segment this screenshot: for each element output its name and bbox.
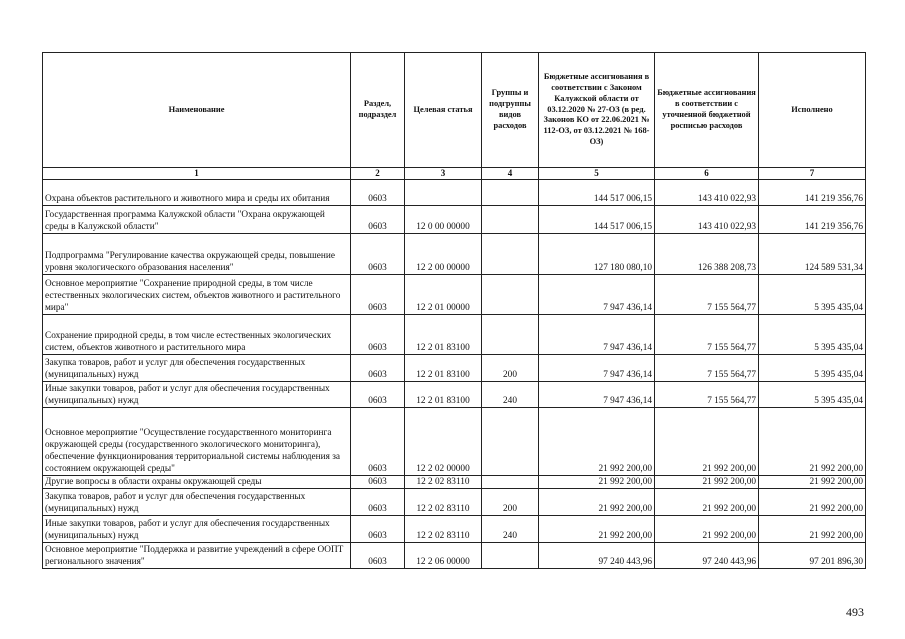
row-refined-amount: 21 992 200,00 <box>655 516 759 543</box>
row-law-amount: 21 992 200,00 <box>539 476 655 489</box>
table-row <box>43 275 866 315</box>
table-row <box>43 234 866 275</box>
column-number: 7 <box>759 168 866 180</box>
header-law-allocations: Бюджетные ассигнования в соответствии с Законом Калужской области от 03.12.2020 № 27-ОЗ (в ред. Законов КО от 22.06.2021 № 112-ОЗ, от 03.12.2021 № 168-ОЗ) <box>539 53 655 168</box>
row-expense-group <box>482 234 539 275</box>
row-law-amount: 144 517 006,15 <box>539 206 655 234</box>
row-expense-group <box>482 206 539 234</box>
row-refined-amount: 7 155 564,77 <box>655 315 759 355</box>
header-target-article: Целевая статья <box>405 53 482 168</box>
row-refined-amount: 7 155 564,77 <box>655 355 759 382</box>
row-section: 0603 <box>351 543 405 569</box>
row-executed-amount: 21 992 200,00 <box>759 408 866 476</box>
row-refined-amount: 21 992 200,00 <box>655 408 759 476</box>
row-law-amount: 21 992 200,00 <box>539 516 655 543</box>
table-row <box>43 543 866 569</box>
row-name: Основное мероприятие "Осуществление государственного мониторинга окружающей среды (государственного экологического мониторинга), обеспечение функционирования территориальной системы наблюдения за состоянием окружающей среды" <box>43 408 351 476</box>
table-row <box>43 382 866 408</box>
header-expense-groups: Группы и подгруппы видов расходов <box>482 53 539 168</box>
row-executed-amount: 5 395 435,04 <box>759 355 866 382</box>
row-name: Другие вопросы в области охраны окружающей среды <box>43 476 351 489</box>
row-law-amount: 7 947 436,14 <box>539 275 655 315</box>
row-name: Основное мероприятие "Поддержка и развитие учреждений в сфере ООПТ регионального значения" <box>43 543 351 569</box>
row-refined-amount: 7 155 564,77 <box>655 275 759 315</box>
row-name: Иные закупки товаров, работ и услуг для обеспечения государственных (муниципальных) нужд <box>43 516 351 543</box>
table-row <box>43 489 866 516</box>
row-expense-group: 240 <box>482 516 539 543</box>
row-refined-amount: 97 240 443,96 <box>655 543 759 569</box>
row-target-article: 12 2 02 83110 <box>405 476 482 489</box>
row-section: 0603 <box>351 355 405 382</box>
row-expense-group: 200 <box>482 489 539 516</box>
table-row <box>43 408 866 476</box>
column-number: 4 <box>482 168 539 180</box>
row-target-article: 12 2 02 00000 <box>405 408 482 476</box>
row-expense-group <box>482 543 539 569</box>
row-expense-group <box>482 315 539 355</box>
row-section: 0603 <box>351 234 405 275</box>
row-target-article: 12 2 06 00000 <box>405 543 482 569</box>
header-section: Раздел, подраздел <box>351 53 405 168</box>
header-executed: Исполнено <box>759 53 866 168</box>
row-target-article: 12 2 01 83100 <box>405 355 482 382</box>
row-target-article: 12 2 02 83110 <box>405 489 482 516</box>
row-executed-amount: 21 992 200,00 <box>759 516 866 543</box>
row-target-article: 12 2 01 83100 <box>405 315 482 355</box>
row-executed-amount: 97 201 896,30 <box>759 543 866 569</box>
row-refined-amount: 21 992 200,00 <box>655 476 759 489</box>
column-number: 3 <box>405 168 482 180</box>
row-target-article: 12 0 00 00000 <box>405 206 482 234</box>
row-executed-amount: 21 992 200,00 <box>759 489 866 516</box>
row-name: Закупка товаров, работ и услуг для обеспечения государственных (муниципальных) нужд <box>43 355 351 382</box>
row-expense-group <box>482 408 539 476</box>
row-executed-amount: 141 219 356,76 <box>759 180 866 206</box>
row-section: 0603 <box>351 180 405 206</box>
row-law-amount: 7 947 436,14 <box>539 315 655 355</box>
row-section: 0603 <box>351 476 405 489</box>
row-target-article: 12 2 01 83100 <box>405 382 482 408</box>
header-name: Наименование <box>43 53 351 168</box>
row-executed-amount: 141 219 356,76 <box>759 206 866 234</box>
column-number: 5 <box>539 168 655 180</box>
row-expense-group: 240 <box>482 382 539 408</box>
row-name: Государственная программа Калужской области "Охрана окружающей среды в Калужской области" <box>43 206 351 234</box>
row-law-amount: 7 947 436,14 <box>539 382 655 408</box>
row-name: Сохранение природной среды, в том числе естественных экологических систем, объектов животного и растительного мира <box>43 315 351 355</box>
column-number: 2 <box>351 168 405 180</box>
row-name: Подпрограмма "Регулирование качества окружающей среды, повышение уровня экологического образования населения" <box>43 234 351 275</box>
table-row <box>43 315 866 355</box>
row-executed-amount: 124 589 531,34 <box>759 234 866 275</box>
row-law-amount: 127 180 080,10 <box>539 234 655 275</box>
row-expense-group: 200 <box>482 355 539 382</box>
row-law-amount: 7 947 436,14 <box>539 355 655 382</box>
table-row <box>43 476 866 489</box>
row-law-amount: 97 240 443,96 <box>539 543 655 569</box>
row-section: 0603 <box>351 206 405 234</box>
row-refined-amount: 143 410 022,93 <box>655 180 759 206</box>
row-section: 0603 <box>351 489 405 516</box>
row-executed-amount: 5 395 435,04 <box>759 382 866 408</box>
row-expense-group <box>482 180 539 206</box>
row-executed-amount: 21 992 200,00 <box>759 476 866 489</box>
row-section: 0603 <box>351 516 405 543</box>
table-row <box>43 355 866 382</box>
table-row <box>43 206 866 234</box>
row-expense-group <box>482 275 539 315</box>
row-expense-group <box>482 476 539 489</box>
row-name: Охрана объектов растительного и животного мира и среды их обитания <box>43 180 351 206</box>
table-row <box>43 516 866 543</box>
row-refined-amount: 21 992 200,00 <box>655 489 759 516</box>
row-refined-amount: 143 410 022,93 <box>655 206 759 234</box>
row-executed-amount: 5 395 435,04 <box>759 275 866 315</box>
table-row <box>43 180 866 206</box>
row-refined-amount: 7 155 564,77 <box>655 382 759 408</box>
row-name: Закупка товаров, работ и услуг для обеспечения государственных (муниципальных) нужд <box>43 489 351 516</box>
row-law-amount: 144 517 006,15 <box>539 180 655 206</box>
row-section: 0603 <box>351 382 405 408</box>
row-target-article: 12 2 01 00000 <box>405 275 482 315</box>
row-law-amount: 21 992 200,00 <box>539 408 655 476</box>
row-target-article <box>405 180 482 206</box>
row-law-amount: 21 992 200,00 <box>539 489 655 516</box>
column-number: 1 <box>43 168 351 180</box>
row-target-article: 12 2 00 00000 <box>405 234 482 275</box>
page-number: 493 <box>846 605 864 619</box>
row-section: 0603 <box>351 315 405 355</box>
row-name: Иные закупки товаров, работ и услуг для обеспечения государственных (муниципальных) нужд <box>43 382 351 408</box>
row-refined-amount: 126 388 208,73 <box>655 234 759 275</box>
row-section: 0603 <box>351 275 405 315</box>
column-number: 6 <box>655 168 759 180</box>
budget-table <box>42 52 866 569</box>
row-target-article: 12 2 02 83110 <box>405 516 482 543</box>
row-name: Основное мероприятие "Сохранение природной среды, в том числе естественных экологических систем, объектов животного и растительного мира" <box>43 275 351 315</box>
row-section: 0603 <box>351 408 405 476</box>
row-executed-amount: 5 395 435,04 <box>759 315 866 355</box>
header-refined-allocations: Бюджетные ассигнования в соответствии с уточненной бюджетной росписью расходов <box>655 53 759 168</box>
